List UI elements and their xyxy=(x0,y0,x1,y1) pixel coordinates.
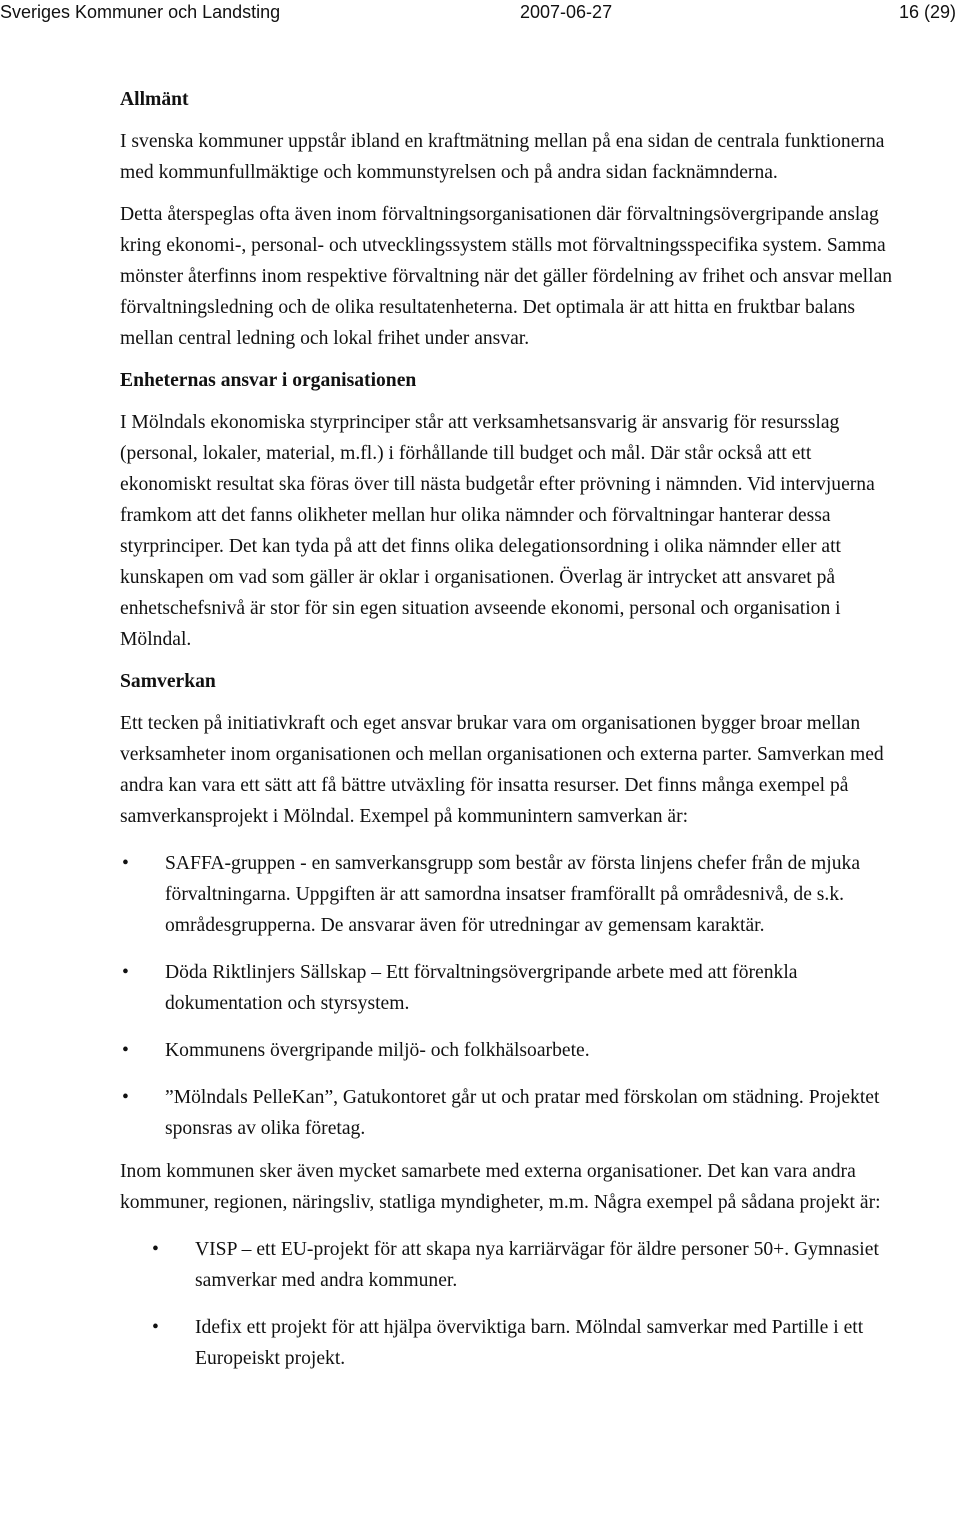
list-item xyxy=(120,1312,900,1374)
list-item-text: Idefix ett projekt för att hjälpa överviktiga barn. Mölndal samverkar med Partille i ett Europeiskt projekt. xyxy=(195,1317,864,1369)
list-item-text: Kommunens övergripande miljö- och folkhälsoarbete. xyxy=(165,1040,590,1061)
bullet-icon: • xyxy=(152,1239,159,1260)
paragraph-external-intro: Inom kommunen sker även mycket samarbete med externa organisationer. Det kan vara andra kommuner, regionen, näringsliv, statliga myndigheter, m.m. Några exempel på sådana projekt är: xyxy=(120,1161,881,1213)
heading-samverkan: Samverkan xyxy=(120,671,216,692)
bullet-icon: • xyxy=(122,962,129,983)
paragraph-allmant-2: Detta återspeglas ofta även inom förvaltningsorganisationen där förvaltningsövergripande anslag kring ekonomi-, personal- och utvecklingssystem ställs mot förvaltningsspecifika system. Samma mönster återfinns inom respektive förvaltning när det gäller fördelning av frihet och ansvar mellan förvaltningsledning och de olika resultatenheterna. Det optimala är att hitta en fruktbar balans mellan central ledning och lokal frihet under ansvar. xyxy=(120,204,893,349)
header-organization: Sveriges Kommuner och Landsting xyxy=(0,2,281,22)
paragraph-enheternas-ansvar: I Mölndals ekonomiska styrprinciper står att verksamhetsansvarig är ansvarig för resursslag (personal, lokaler, material, m.fl.) i förhållande till budget och mål. Där står också att ett ekonomiskt resultat ska föras över till nästa budgetår efter prövning i nämnden. Vid intervjuerna framkom att det fanns olikheter mellan hur olika nämnder och förvaltningar hanterar dessa styrprinciper. Det kan tyda på att det finns olika delegationsordning i olika nämnder eller att kunskapen om vad som gäller är oklar i organisationen. Överlag är intrycket att ansvaret på enhetschefsnivå är stor för sin egen situation avseende ekonomi, personal och organisation i Mölndal. xyxy=(120,412,875,650)
bullet-icon: • xyxy=(122,1040,129,1061)
bullet-icon: • xyxy=(122,853,129,874)
bullet-icon: • xyxy=(152,1317,159,1338)
external-collaboration-list xyxy=(120,1234,900,1374)
heading-allmant: Allmänt xyxy=(120,89,189,110)
list-item xyxy=(120,1035,900,1066)
header-page-number: 16 (29) xyxy=(898,2,956,22)
list-item-text: VISP – ett EU-projekt för att skapa nya karriärvägar för äldre personer 50+. Gymnasiet samverkar med andra kommuner. xyxy=(195,1239,879,1291)
list-item xyxy=(120,848,900,941)
paragraph-samverkan-intro: Ett tecken på initiativkraft och eget ansvar brukar vara om organisationen bygger broar mellan verksamheter inom organisationen och mellan organisationen och externa parter. Samverkan med andra kan vara ett sätt att få bättre utväxling för insatta resurser. Det finns många exempel på samverkansprojekt i Mölndal. Exempel på kommunintern samverkan är: xyxy=(120,713,884,827)
list-item xyxy=(120,957,900,1019)
list-item-text: SAFFA-gruppen - en samverkansgrupp som består av första linjens chefer från de mjuka förvaltningarna. Uppgiften är att samordna insatser framförallt på områdesnivå, de s.k. områdesgrupperna. De ansvarar även för utredningar av gemensam karaktär. xyxy=(165,853,861,936)
heading-enheternas-ansvar: Enheternas ansvar i organisationen xyxy=(120,370,417,391)
bullet-icon: • xyxy=(122,1087,129,1108)
internal-collaboration-list xyxy=(120,848,900,1144)
list-item-text: Döda Riktlinjers Sällskap – Ett förvaltningsövergripande arbete med att förenkla dokumentation och styrsystem. xyxy=(165,962,798,1014)
paragraph-allmant-1: I svenska kommuner uppstår ibland en kraftmätning mellan på ena sidan de centrala funktionerna med kommunfullmäktige och kommunstyrelsen och på andra sidan facknämnderna. xyxy=(120,131,885,183)
list-item xyxy=(120,1234,900,1296)
list-item xyxy=(120,1082,900,1144)
header-date: 2007-06-27 xyxy=(520,2,613,22)
document-body xyxy=(120,84,900,1374)
page-header xyxy=(0,0,960,24)
list-item-text: ”Mölndals PelleKan”, Gatukontoret går ut och pratar med förskolan om städning. Projektet sponsras av olika företag. xyxy=(165,1087,880,1139)
